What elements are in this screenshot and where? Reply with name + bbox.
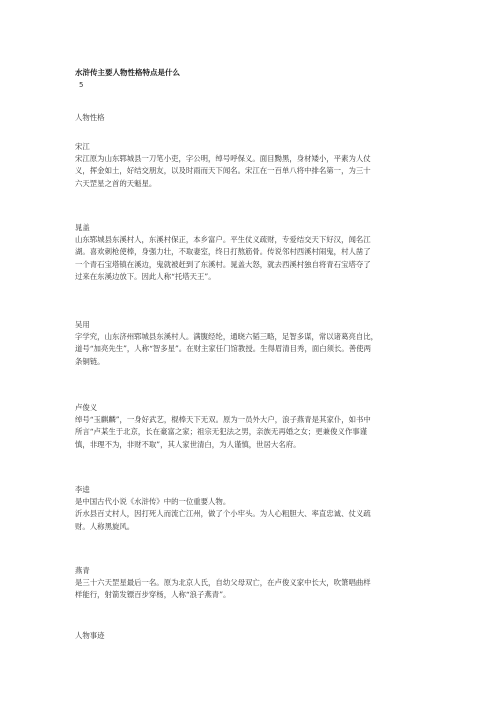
paragraph-line: 六天罡星之首的天魁星。 [75, 178, 157, 188]
page-number: 5 [79, 81, 84, 89]
paragraph-line: 道号“加亮先生”，人称“智多星”。在财主家任门馆教授。生得眉清目秀，面白须长。善使两 [75, 344, 371, 354]
character-name: 李逵 [75, 485, 90, 494]
paragraph-line: 条铜链。 [75, 356, 105, 366]
paragraph-line: 绰号“玉麒麟”，一身好武艺，棍棒天下无双。原为一员外大户，浪子燕青是其家仆，如书中 [75, 415, 371, 425]
document-title: 水浒传主要人物性格特点是什么 [75, 68, 180, 77]
paragraph-line: 沂水县百丈村人，因打死人而流亡江州，做了个小牢头。为人心粗胆大、率直忠诚、仗义疏 [75, 509, 371, 519]
character-name: 宋江 [75, 142, 90, 151]
paragraph-line: 义，挥金如土，好结交朋友，以及时雨而天下闻名。宋江在一百单八将中排名第一，为三十 [75, 166, 371, 176]
section-heading-characters: 人物性格 [75, 113, 105, 122]
character-block-yanqing [75, 565, 427, 602]
paragraph-line: 宋江原为山东郓城县一刀笔小吏，字公明，绰号呼保义。面目黝黑，身材矮小，平素为人仗 [75, 154, 371, 164]
character-name: 晁盖 [75, 223, 90, 232]
character-name: 燕青 [75, 566, 90, 575]
character-block-lujunyi [75, 402, 427, 451]
paragraph-line: 是三十六天罡星最后一名。原为北京人氏，自幼父母双亡，在卢俊义家中长大，吹箫唱曲样 [75, 578, 371, 588]
character-block-songjiang [75, 141, 427, 190]
character-block-chaogai [75, 222, 427, 283]
paragraph-line: 慎，非理不为，非财不取”，其人家世清白，为人谨慎，世居大名府。 [75, 439, 301, 449]
paragraph-line: 一个青石宝塔镇在溪边，鬼就被赶到了东溪村。晁盖大怒，就去西溪村独自将青石宝塔夺了 [75, 259, 371, 269]
character-name: 吴用 [75, 320, 90, 329]
paragraph-line: 是中国古代小说《水浒传》中的一位重要人物。 [75, 497, 231, 507]
character-block-wuyong [75, 319, 427, 368]
character-block-likui [75, 484, 427, 533]
section-heading-events: 人物事迹 [75, 631, 105, 640]
character-name: 卢俊义 [75, 403, 98, 412]
paragraph-line: 山东郓城县东溪村人，东溪村保正，本乡富户。平生仗义疏财，专爱结交天下好汉，闻名江 [75, 235, 371, 245]
paragraph-line: 财。人称黑旋风。 [75, 521, 135, 531]
paragraph-line: 过来在东溪边放下。因此人称“托塔天王”。 [75, 271, 216, 281]
paragraph-line: 字学究，山东济州郓城县东溪村人。满腹经纶，通晓六韬三略，足智多谋，常以诸葛亮自比， [75, 332, 379, 342]
paragraph-line: 所言“卢某生于北京，长在豪富之家；祖宗无犯法之男，亲族无再婚之女；更兼俊义作事谨 [75, 427, 368, 437]
paragraph-line: 样能行，射箭发镖百步穿杨，人称“浪子燕青”。 [75, 590, 231, 600]
paragraph-line: 湖。喜欢刺枪使棒，身强力壮，不取妻室，终日打熬筋骨。传说邻村西溪村闹鬼，村人凿了 [75, 247, 371, 257]
